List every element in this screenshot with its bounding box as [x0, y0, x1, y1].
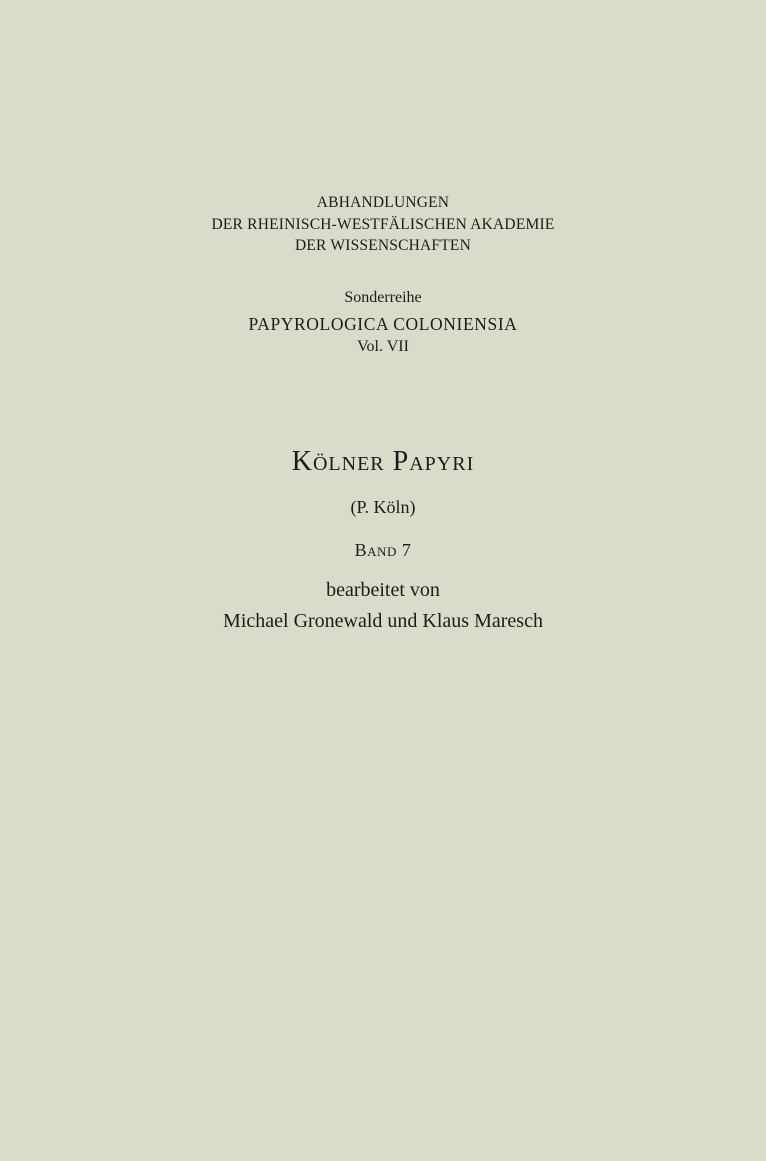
subseries-volume: Vol. VII: [357, 338, 409, 355]
series-line-3: DER WISSENSCHAFTEN: [295, 237, 471, 254]
series-line-1: ABHANDLUNGEN: [316, 194, 450, 211]
book-title: Kölner Papyri: [291, 446, 475, 477]
book-band: Band 7: [354, 540, 412, 560]
editors-names: Michael Gronewald und Klaus Maresch: [223, 610, 543, 632]
series-line-2: DER RHEINISCH-WESTFÄLISCHEN AKADEMIE: [211, 216, 555, 233]
book-abbreviation: (P. Köln): [350, 497, 416, 517]
subseries-name: PAPYROLOGICA COLONIENSIA: [248, 314, 518, 334]
subseries-label: Sonderreihe: [344, 289, 422, 306]
edited-by-label: bearbeitet von: [326, 579, 440, 601]
